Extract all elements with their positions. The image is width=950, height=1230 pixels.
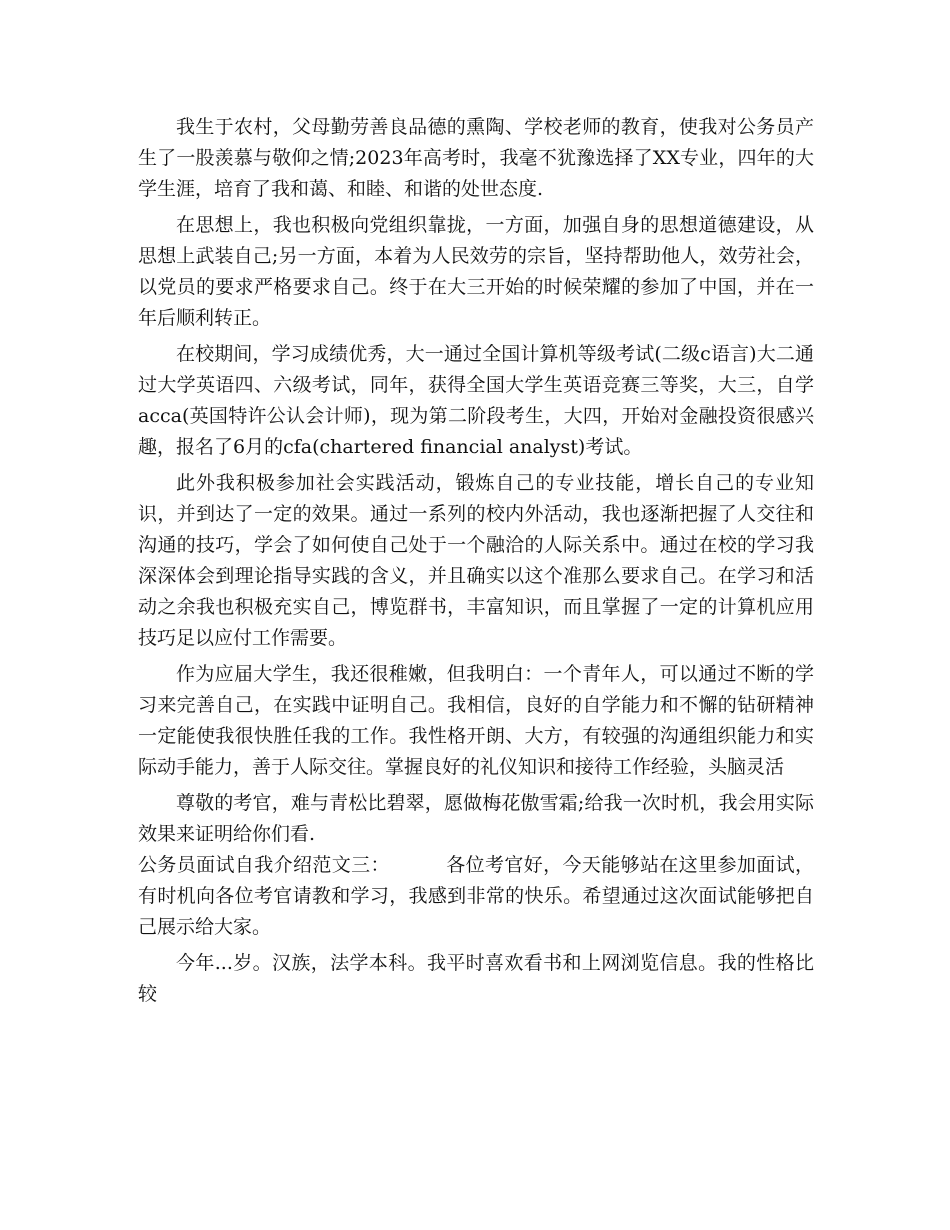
paragraph-self-assessment: 作为应届大学生，我还很稚嫩，但我明白：一个青年人，可以通过不断的学习来完善自己，在实践中证明自己。我相信，良好的自学能力和不懈的钻研精神一定能使我很快胜任我的工作。我性格开朗、大方，有较强的沟通组织能力和实际动手能力，善于人际交往。掌握良好的礼仪知识和接待工作经验，头脑灵活 bbox=[138, 663, 814, 778]
paragraph-closing: 尊敬的考官，难与青松比碧翠，愿做梅花傲雪霜;给我一次时机，我会用实际效果来证明给你们看. bbox=[138, 792, 814, 845]
paragraph-upbringing: 我生于农村，父母勤劳善良品德的熏陶、学校老师的教育，使我对公务员产生了一股羡慕与敬仰之情;2023年高考时，我毫不犹豫选择了XX专业，四年的大学生涯，培育了我和蔼、和睦、和谐的处世态度. bbox=[138, 116, 814, 200]
section-title: 公务员面试自我介绍范文三： bbox=[138, 854, 390, 876]
paragraph-political-thought: 在思想上，我也积极向党组织靠拢，一方面，加强自身的思想道德建设，从思想上武装自己;另一方面，本着为人民效劳的宗旨，坚持帮助他人，效劳社会，以党员的要求严格要求自己。终于在大三开始的时候荣耀的参加了中国，并在一年后顺利转正。 bbox=[138, 214, 814, 329]
section-three bbox=[138, 850, 814, 943]
paragraph-social-practice: 此外我积极参加社会实践活动，锻炼自己的专业技能，增长自己的专业知识，并到达了一定的效果。通过一系列的校内外活动，我也逐渐把握了人交往和沟通的技巧，学会了如何使自己处于一个融洽的人际关系中。通过在校的学习我深深体会到理论指导实践的含义，并且确实以这个准那么要求自己。在学习和活动之余我也积极充实自己，博览群书，丰富知识，而且掌握了一定的计算机应用技巧足以应付工作需要。 bbox=[138, 472, 814, 649]
document-page bbox=[138, 112, 814, 1010]
paragraph-personal-info: 今年...岁。汉族，法学本科。我平时喜欢看书和上网浏览信息。我的性格比较 bbox=[138, 952, 814, 1005]
paragraph-academics: 在校期间，学习成绩优秀，大一通过全国计算机等级考试(二级c语言)大二通过大学英语四、六级考试，同年，获得全国大学生英语竞赛三等奖，大三，自学acca(英国特许公认会计师)，现为第二阶段考生，大四，开始对金融投资很感兴趣，报名了6月的cfa(chartered financial analyst)考试。 bbox=[138, 343, 814, 458]
section-intro: 各位考官好，今天能够站在这里参加面试，有时机向各位考官请教和学习，我感到非常的快乐。希望通过这次面试能够把自己展示给大家。 bbox=[138, 854, 814, 938]
